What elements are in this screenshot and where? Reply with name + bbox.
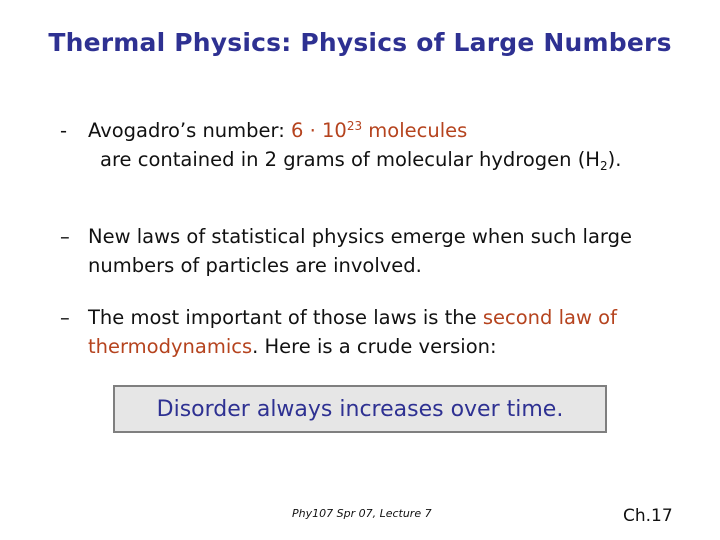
avogadro-exponent: 23 xyxy=(346,119,363,133)
bullet-line: numbers of particles are involved. xyxy=(88,254,422,277)
bullet-line xyxy=(60,332,700,361)
lecture-footer: Phy107 Spr 07, Lecture 7 xyxy=(292,507,432,520)
avogadro-number xyxy=(291,119,467,142)
bullet-line xyxy=(60,116,700,145)
bullet-text: ). xyxy=(607,148,622,171)
avogadro-unit: molecules xyxy=(362,119,468,142)
bullet-avogadro xyxy=(60,116,700,174)
disorder-callout-box: Disorder always increases over time. xyxy=(113,385,607,433)
bullet-text: Avogadro’s number: xyxy=(88,119,291,142)
bullet-statistical-laws xyxy=(60,222,700,280)
bullet-line xyxy=(60,303,700,332)
bullet-dash: – xyxy=(60,306,70,329)
bullet-dash: - xyxy=(60,119,68,142)
bullet-dash: – xyxy=(60,225,70,248)
bullet-line xyxy=(60,145,700,174)
chapter-label: Ch.17 xyxy=(623,506,673,526)
slide-title: Thermal Physics: Physics of Large Numbers xyxy=(48,28,672,57)
second-law-highlight: second law of xyxy=(482,306,617,329)
thermodynamics-highlight: thermodynamics xyxy=(88,335,253,358)
bullet-text: The most important of those laws is the xyxy=(88,306,483,329)
bullet-text: . Here is a crude version: xyxy=(252,335,497,358)
bullet-line: New laws of statistical physics emerge when such large xyxy=(88,225,632,248)
hydrogen-subscript: 2 xyxy=(599,159,608,173)
bullet-second-law xyxy=(60,303,700,361)
bullet-text: are contained in 2 grams of molecular hydrogen (H xyxy=(100,148,600,171)
avogadro-mantissa: 6 · 10 xyxy=(290,119,347,142)
